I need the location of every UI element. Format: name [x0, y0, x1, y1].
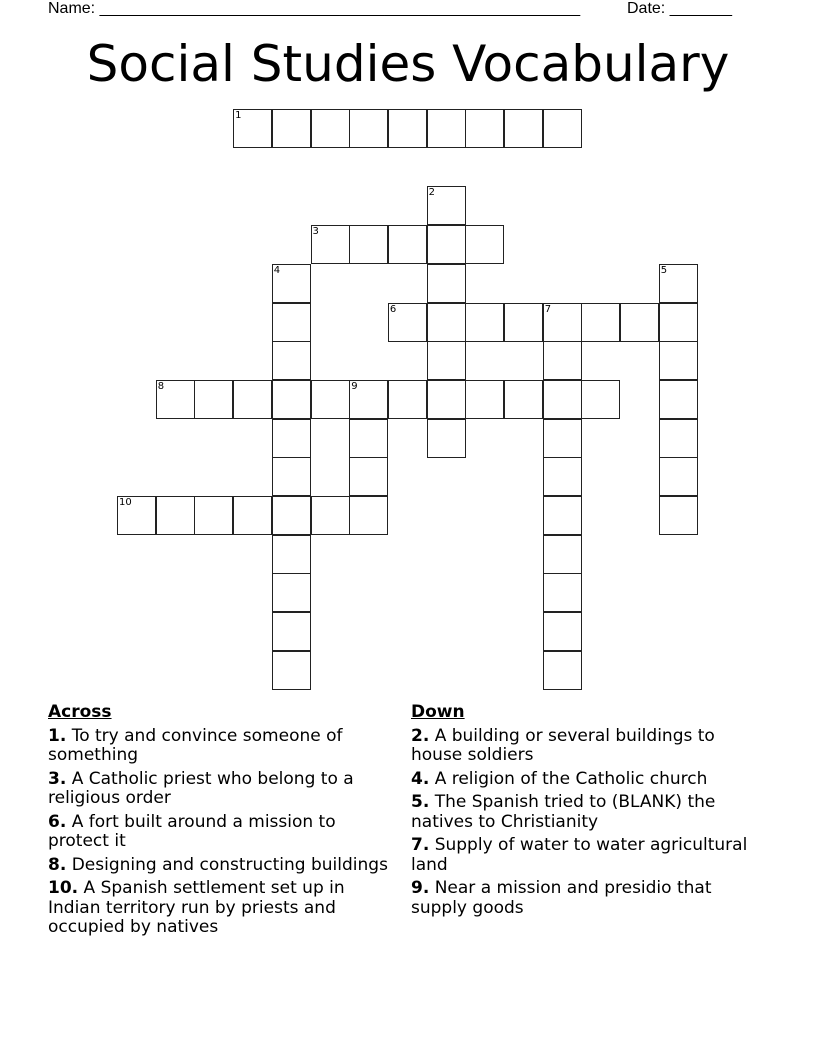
crossword-cell[interactable] [272, 535, 311, 574]
clue-number: 7. [411, 835, 430, 855]
crossword-cell[interactable] [233, 496, 272, 535]
page-title: Social Studies Vocabulary [86, 35, 730, 93]
cell-number: 8 [157, 380, 165, 392]
crossword-cell[interactable] [620, 303, 659, 342]
cell-number: 7 [544, 303, 552, 315]
clue-number: 3. [48, 768, 67, 789]
crossword-cell[interactable] [117, 496, 156, 535]
crossword-cell[interactable] [543, 457, 582, 496]
across-heading: Across [48, 702, 112, 722]
cell-number: 10 [119, 497, 132, 508]
crossword-cell[interactable] [543, 303, 582, 342]
cell-number: 3 [312, 226, 319, 238]
crossword-cell[interactable] [311, 380, 350, 419]
crossword-cell[interactable] [659, 303, 698, 342]
crossword-cell[interactable] [504, 109, 543, 148]
crossword-cell[interactable] [194, 496, 233, 535]
clue-down-5 [411, 793, 751, 832]
crossword-cell[interactable] [349, 380, 388, 419]
crossword-cell[interactable] [543, 380, 582, 419]
crossword-cell[interactable] [465, 109, 504, 148]
crossword-cell[interactable] [465, 225, 504, 264]
crossword-cell[interactable] [581, 303, 620, 342]
crossword-cell[interactable] [543, 573, 582, 612]
clue-text: To try and convince someone of something [48, 725, 343, 765]
crossword-cell[interactable] [543, 109, 582, 148]
crossword-cell[interactable] [272, 303, 311, 342]
crossword-cell[interactable] [543, 496, 582, 535]
crossword-cell[interactable] [272, 380, 311, 419]
clue-across-1 [48, 727, 388, 766]
crossword-cell[interactable] [427, 186, 466, 225]
across-clues [48, 703, 388, 942]
crossword-cell[interactable] [427, 419, 466, 458]
crossword-cell[interactable] [543, 535, 582, 574]
clue-number: 1. [48, 725, 67, 746]
crossword-cell[interactable] [659, 380, 698, 419]
crossword-cell[interactable] [659, 496, 698, 535]
crossword-cell[interactable] [388, 109, 427, 148]
crossword-cell[interactable] [427, 380, 466, 419]
down-clues [411, 703, 751, 922]
clue-number: 5. [411, 792, 430, 812]
crossword-cell[interactable] [272, 651, 311, 690]
crossword-cell[interactable] [427, 341, 466, 380]
crossword-cell[interactable] [427, 264, 466, 303]
crossword-cell[interactable] [659, 341, 698, 380]
crossword-cell[interactable] [581, 380, 620, 419]
crossword-cell[interactable] [194, 380, 233, 419]
clue-text: Near a mission and presidio that supply goods [411, 878, 712, 918]
cell-number: 2 [428, 187, 435, 199]
crossword-cell[interactable] [349, 225, 388, 264]
crossword-cell[interactable] [427, 109, 466, 148]
clue-text: A Spanish settlement set up in Indian territory run by priests and occupied by natives [48, 878, 345, 937]
crossword-cell[interactable] [427, 225, 466, 264]
clue-text: A building or several buildings to house soldiers [411, 725, 715, 765]
crossword-cell[interactable] [349, 496, 388, 535]
crossword-cell[interactable] [233, 109, 272, 148]
clue-number: 9. [411, 878, 430, 898]
crossword-cell[interactable] [465, 303, 504, 342]
crossword-cell[interactable] [311, 225, 350, 264]
clue-text: Designing and constructing buildings [71, 854, 388, 875]
crossword-cell[interactable] [272, 457, 311, 496]
name-field[interactable]: Name: ______________________________________________________ [48, 0, 581, 17]
crossword-cell[interactable] [311, 109, 350, 148]
clue-text: A religion of the Catholic church [434, 768, 708, 789]
clue-across-6 [48, 813, 388, 852]
clue-down-7 [411, 836, 751, 875]
down-heading: Down [411, 702, 465, 722]
crossword-cell[interactable] [311, 496, 350, 535]
cell-number: 1 [235, 110, 242, 121]
crossword-cell[interactable] [388, 380, 427, 419]
crossword-cell[interactable] [233, 380, 272, 419]
clue-across-3 [48, 770, 388, 809]
crossword-cell[interactable] [272, 573, 311, 612]
crossword-cell[interactable] [543, 612, 582, 651]
clue-down-9 [411, 879, 751, 918]
cell-number: 6 [389, 303, 397, 315]
clue-number: 8. [48, 854, 67, 875]
crossword-cell[interactable] [659, 264, 698, 303]
crossword-cell[interactable] [349, 457, 388, 496]
clue-across-10 [48, 879, 388, 938]
crossword-cell[interactable] [388, 303, 427, 342]
crossword-cell[interactable] [156, 380, 195, 419]
clue-down-4 [411, 770, 751, 790]
clue-text: The Spanish tried to (BLANK) the natives to Christianity [411, 792, 716, 832]
cell-number: 4 [273, 264, 281, 276]
clue-number: 2. [411, 725, 430, 746]
crossword-cell[interactable] [659, 419, 698, 458]
crossword-cell[interactable] [543, 651, 582, 690]
crossword-cell[interactable] [156, 496, 195, 535]
crossword-cell[interactable] [659, 457, 698, 496]
clue-number: 10. [48, 878, 79, 898]
crossword-cell[interactable] [272, 496, 311, 535]
crossword-cell[interactable] [504, 380, 543, 419]
crossword-cell[interactable] [465, 380, 504, 419]
crossword-cell[interactable] [388, 225, 427, 264]
crossword-cell[interactable] [543, 419, 582, 458]
clue-across-8 [48, 856, 388, 876]
crossword-cell[interactable] [504, 303, 543, 342]
crossword-cell[interactable] [272, 264, 311, 303]
clue-number: 6. [48, 811, 67, 832]
crossword-cell[interactable] [543, 341, 582, 380]
crossword-cell[interactable] [349, 419, 388, 458]
crossword-cell[interactable] [272, 419, 311, 458]
clue-text: A fort built around a mission to protect it [48, 811, 336, 851]
crossword-cell[interactable] [427, 303, 466, 342]
cell-number: 5 [660, 264, 668, 276]
crossword-cell[interactable] [272, 341, 311, 380]
crossword-cell[interactable] [349, 109, 388, 148]
cell-number: 9 [351, 380, 358, 392]
clue-down-2 [411, 727, 751, 766]
date-field[interactable]: Date: _______ [627, 0, 732, 17]
crossword-cell[interactable] [272, 612, 311, 651]
clue-text: Supply of water to water agricultural land [411, 835, 748, 875]
clue-text: A Catholic priest who belong to a religious order [48, 768, 354, 808]
clue-number: 4. [411, 768, 430, 789]
crossword-cell[interactable] [272, 109, 311, 148]
